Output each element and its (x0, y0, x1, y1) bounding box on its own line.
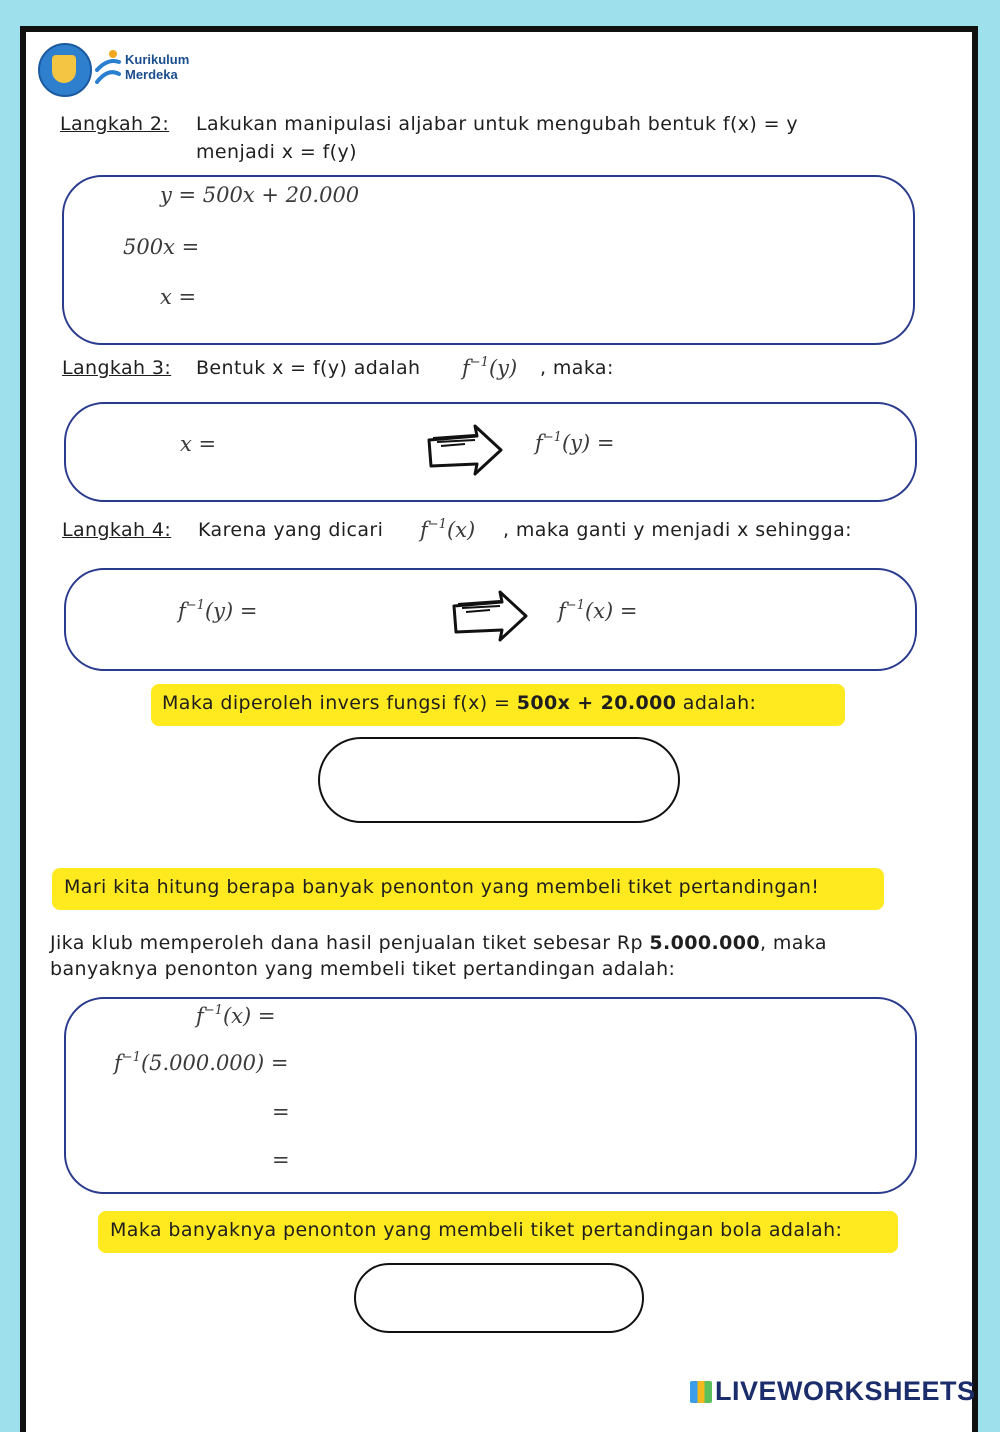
kurikulum-merdeka-logo-icon (93, 48, 123, 86)
step2-label: Langkah 2: (60, 113, 170, 135)
section2-banner-text: Mari kita hitung berapa banyak penonton yang membeli tiket pertandingan! (64, 876, 820, 898)
result2-answer-input[interactable] (354, 1263, 644, 1333)
liveworksheets-brand: LIVEWORKSHEETS (690, 1376, 976, 1407)
calc-line2: $f^{-1}(5.000.000)$ = (114, 1050, 289, 1075)
section2-answer-box[interactable] (64, 997, 917, 1194)
step2-eq3: x = (160, 285, 197, 309)
step2-text-line2: menjadi x = f(y) (196, 141, 357, 163)
step2-eq2: 500x = (123, 235, 200, 259)
calc-line3: = (272, 1100, 290, 1124)
step3-right-eq: $f^{-1}(y)$ = (535, 430, 615, 455)
result1-answer-input[interactable] (318, 737, 680, 823)
section2-paragraph-line1: Jika klub memperoleh dana hasil penjualan tiket sebesar Rp 5.000.000, maka (50, 932, 827, 954)
arrow-right-icon (450, 588, 530, 644)
result1-text: Maka diperoleh invers fungsi f(x) = 500x + 20.000 adalah: (162, 692, 757, 714)
step3-left-eq: x = (180, 432, 217, 456)
liveworksheets-logo-icon (690, 1381, 712, 1403)
arrow-right-icon (425, 422, 505, 478)
calc-line1: $f^{-1}(x)$ = (196, 1003, 276, 1028)
kurikulum-merdeka-logo-text: Kurikulum Merdeka (125, 52, 190, 82)
step4-text-post: , maka ganti y menjadi x sehingga: (503, 519, 852, 541)
step3-label: Langkah 3: (62, 357, 172, 379)
step2-text-line1: Lakukan manipulasi aljabar untuk mengubah bentuk f(x) = y (196, 113, 799, 135)
step4-label: Langkah 4: (62, 519, 172, 541)
step3-text: Bentuk x = f(y) adalah (196, 357, 421, 379)
step4-right-eq: $f^{-1}(x)$ = (558, 598, 638, 623)
calc-line4: = (272, 1148, 290, 1172)
step2-eq1: y = 500x + 20.000 (160, 183, 360, 207)
tut-wuri-logo-icon (38, 43, 92, 97)
step3-inline-math: $f^{-1}(y)$ (462, 355, 518, 380)
step4-text: Karena yang dicari (198, 519, 384, 541)
section2-paragraph-line2: banyaknya penonton yang membeli tiket pertandingan adalah: (50, 958, 676, 980)
step4-left-eq: $f^{-1}(y)$ = (178, 598, 258, 623)
result2-text: Maka banyaknya penonton yang membeli tiket pertandingan bola adalah: (110, 1219, 843, 1241)
step4-inline-math: $f^{-1}(x)$ (420, 517, 476, 542)
step3-text-post: , maka: (540, 357, 614, 379)
